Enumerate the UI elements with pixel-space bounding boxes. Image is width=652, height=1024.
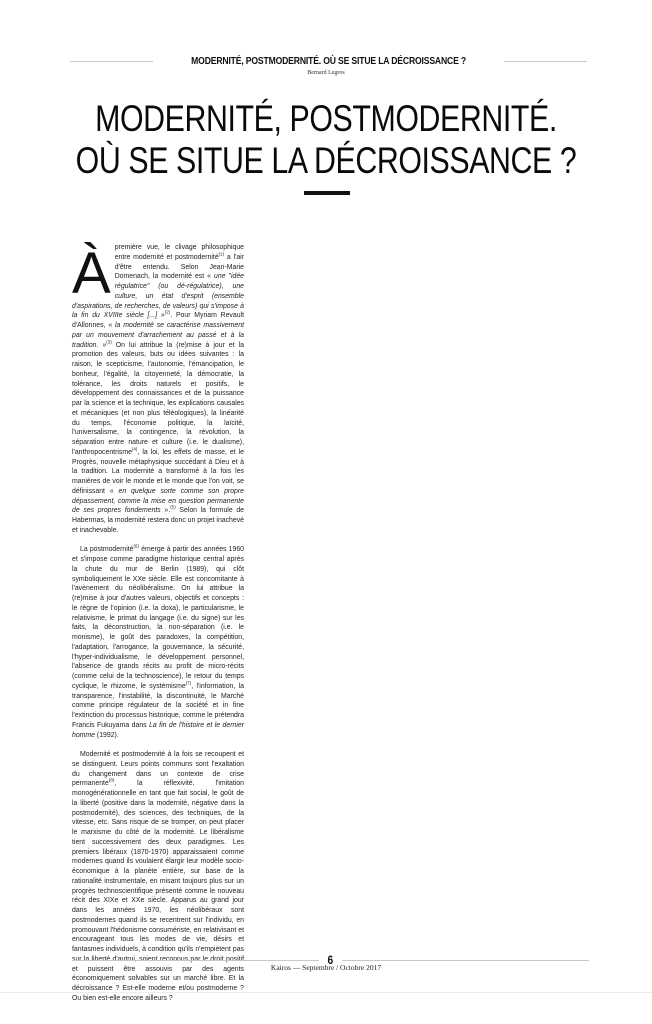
title-line-1: MODERNITÉ, POSTMODERNITÉ.	[95, 98, 557, 139]
title-line-2: OÙ SE SITUE LA DÉCROISSANCE ?	[75, 140, 577, 181]
text: , la loi, les effets de masse, et le Progrès, nouvelle métaphysique succédant à Dieu et à la tradition. La modernité a transformé à la fois les manières de voir le monde et le monde que l'on voit, se définissant «	[72, 448, 244, 495]
text: ».	[160, 507, 171, 515]
footnote-ref: (6)	[133, 543, 140, 549]
quote: une "idée régulatrice" (ou dé-régulatrice), une culture, un état d'esprit (ensemble d'aspirations, de recherches, de valeurs) qui s'impose à la fin du XVIIIe siècle [...] »	[72, 273, 244, 320]
text: (1992).	[94, 731, 119, 739]
text: . Pour Myriam Revault d'Allonnes, «	[72, 312, 244, 329]
footnote-ref: (5)	[170, 504, 176, 510]
quote: la modernité se caractérise massivement par un mouvement d'arrachement au passé et à la tradition. »	[72, 322, 245, 349]
text: Selon la formule de Habermas, la modernité restera donc un projet inachevé et inachevable.	[72, 507, 244, 534]
footer-rule-left	[72, 960, 319, 961]
drop-cap: À	[72, 241, 111, 306]
publication-info: Kairos — Septembre / Octobre 2017	[270, 963, 382, 972]
text: , la réflexivité, l'imitation monogénérationnelle en tant que fait social, le goût de la liberté (positive dans la modernité, négative dans la postmodernité), des sciences, des techniques, de la vitesse, etc. Sans risque de se tromper, on peut placer le marxisme du côté de la modernité. Le libéralisme tient successivement des deux paradigmes. Les premiers libéraux (1870-1970) apparaissaient comme modernes quand ils voulaient élargir leur modèle socio-économique à la planète entière, sur base de la rationalité instrumentale, en misant toujours plus sur un progrès technoscientifique présenté comme le nouveau récit des XIXe et XXe siècle. Apparus au grand jour dans les années 1970, les néolibéraux sont postmodernes quand ils se recentrent sur l'individu, en promouvant l'hédonisme consumériste, en relativisant et encourageant tous les modes de vie, désirs et fantasmes individuels, à condition qu'ils n'empiètent pas et puissent être assouvis par des agents économiquement solvables sur un marché libre. Et la décroissance ? Est-elle moderne et/ou postmoderne ? Ou bien est-elle encore ailleurs ?	[72, 780, 244, 1002]
text: On lui attribue la (re)mise à jour et la promotion des valeurs, buts ou idées suivantes : la raison, le scepticisme, l'autonomie, l'émancipation, le bonheur, l'égalité, la citoyenneté, la démocratie, la tolérance, les droits naturels et positifs, le développement des connaissances et de la puissance par la science et la technique, les explications causales et mécaniques (et non plus téléologiques), la linéarité du temps, l'économie politique, la laïcité, l'universalisme, la contingence, la révolution, la séparation entre nature et culture (i.e. le dualisme), l'anthropocentrisme	[72, 341, 244, 456]
running-header	[70, 55, 587, 67]
footnote-ref: (2)	[164, 309, 171, 315]
paragraph	[72, 545, 244, 740]
text: Modernité et postmodernité à la fois se recoupent et se distinguent. Leurs points communs sont l'exaltation du changement dans un contexte de crise permanente	[72, 751, 244, 788]
page-edge	[0, 992, 652, 993]
text: , l'information, la transparence, l'instabilité, la discontinuité, le Marché comme principe régulateur de la société et in fine l'extinction du processus historique, comme le prétendra Francis Fukuyama dans	[72, 682, 244, 729]
paragraph	[72, 243, 244, 536]
footnote-ref: (4)	[131, 446, 138, 452]
footnote-ref: (1)	[218, 251, 225, 257]
header-rule-left	[70, 61, 153, 62]
footnote-ref: (8)	[108, 777, 115, 783]
text: La postmodernité	[80, 546, 134, 554]
title-underline-bar	[304, 191, 350, 195]
quote: en quelque sorte comme son propre dépassement, comme la mise en question permanente de ses propres fondements	[72, 487, 244, 515]
footnote-ref: (3)	[106, 339, 112, 345]
book-title: La fin de l'histoire et le dernier homme	[72, 721, 244, 739]
text: première vue, le clivage philosophique entre modernité et postmodernité	[114, 244, 244, 261]
author-byline: Bernard Legros	[307, 70, 345, 76]
running-title: MODERNITÉ, POSTMODERNITÉ. OÙ SE SITUE LA DÉCROISSANCE ?	[191, 55, 466, 67]
header-rule-right	[504, 61, 587, 62]
page-number: 6	[327, 953, 334, 967]
column-1	[72, 243, 244, 1004]
text: a l'air d'être entendu. Selon Jean-Marie Domenach, la modernité est «	[114, 253, 244, 281]
article-title	[59, 98, 594, 182]
footer-rule-right	[342, 960, 589, 961]
footnote-ref: (7)	[185, 680, 192, 686]
text: émerge à partir des années 1960 et s'impose comme paradigme historique central après la chute du mur de Berlin (1989), qui clôt symboliquement le XXe siècle. Elle est concomitante à l'avènement du néolibéralisme. On lui attribue la (re)mise à jour d'autres valeurs, objectifs et concepts : le règne de l'opinion (i.e. la doxa), le particularisme, le relativisme, le primat du langage (i.e. du signe) sur les faits, la déconstruction, la non-séparation (i.e. le monisme), le goût des paradoxes, la compétition, l'adaptation, l'arrogance, la gouvernance, la sécurité, l'hyper-individualisme, le développement personnel, l'absence de grands récits au profit de micro-récits (comme celui de la technoscience), le retour du temps cyclique, le rhizome, le systémisme	[72, 546, 244, 690]
